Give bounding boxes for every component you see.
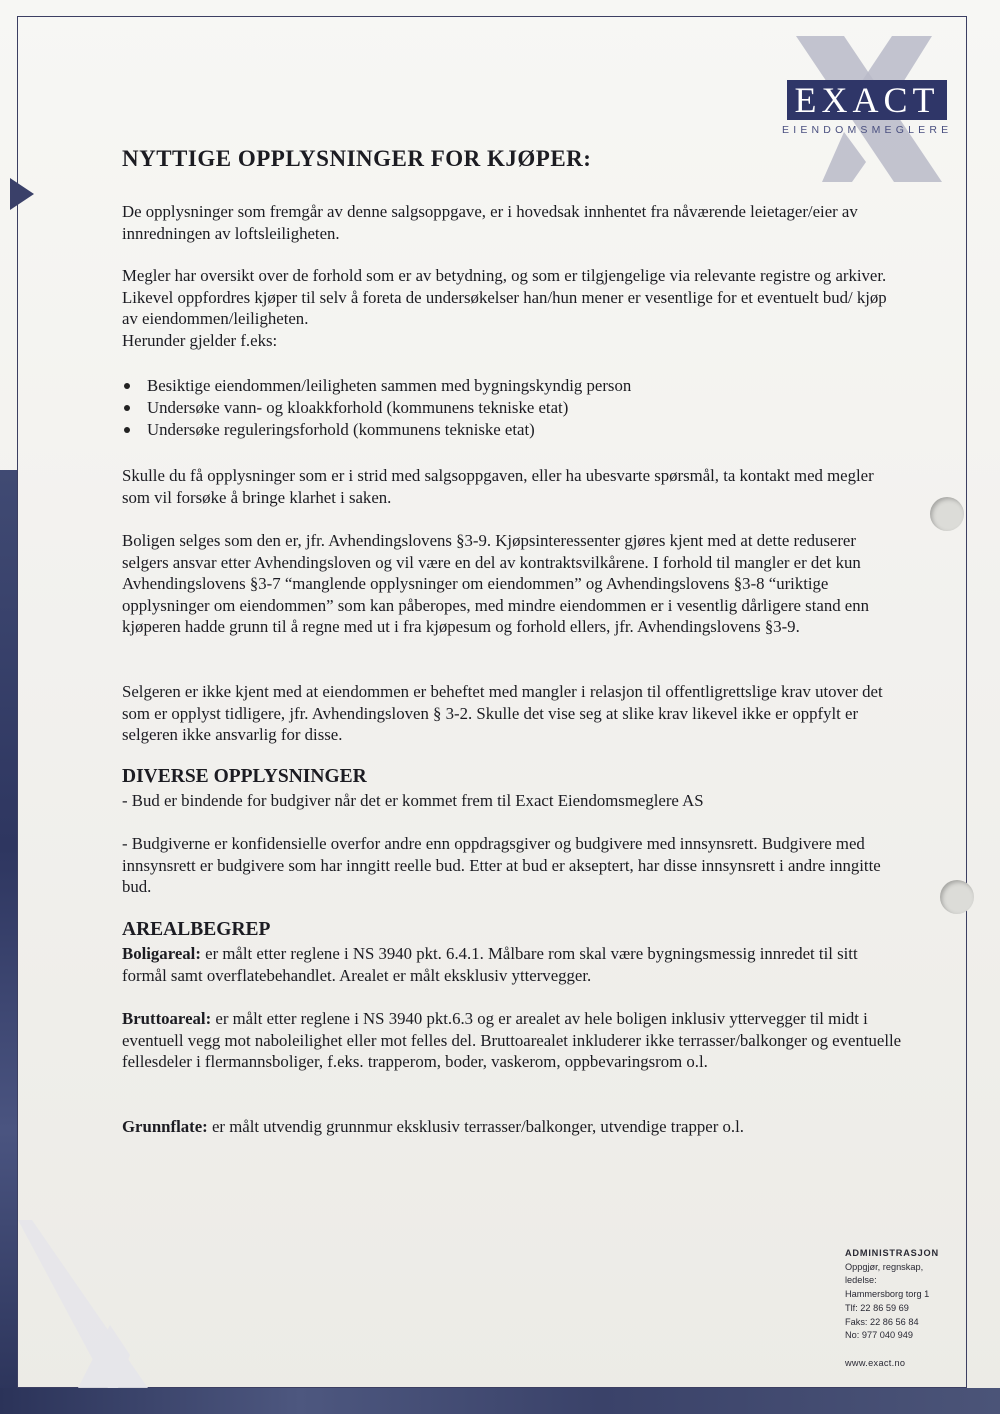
bid-binding-line: - Bud er bindende for budgiver når det er kommet frem til Exact Eiendomsmeglere AS: [122, 791, 704, 810]
admin-line: Oppgjør, regnskap,: [845, 1261, 924, 1272]
admin-fax: Faks: 22 86 56 84: [845, 1316, 919, 1327]
page-title: NYTTIGE OPPLYSNINGER FOR KJØPER:: [122, 146, 592, 171]
grunnflate-term: Grunnflate:: [122, 1117, 208, 1136]
law-paragraph: Boligen selges som den er, jfr. Avhendingslovens §3-9. Kjøpsinteressenter gjøres kjent med at dette reduserer selgers ansvar etter Avhendingsloven og vil være en del av kontraktsvilkårene. I forhold til mangler er det kun Avhendingslovens §3-7 “manglende opplysninger om eiendommen” og Avhendingslovens §3-8 “uriktige opplysninger om eiendommen” som kan påberopes, med mindre eiendommen er i vesentlig dårligere stand enn kjøperen hadde grunn til å regne med ut i fra kjøpesum og forhold ellers, jfr. Avhendingslovens §3-9.: [122, 531, 870, 637]
admin-title: ADMINISTRASJON: [845, 1248, 939, 1258]
list-item: Undersøke reguleringsforhold (kommunens tekniske etat): [122, 419, 631, 441]
bid-confidential-paragraph: - Budgiverne er konfidensielle overfor andre enn oppdragsgiver og budgivere med innsynsrett. Budgivere med innsynsrett er budgivere som har inngitt reelle bud. Etter at bud er akseptert, har disse innsynsrett i andre inngitte bud.: [122, 834, 881, 897]
boligareal-paragraph: [122, 943, 904, 986]
boligareal-term: Boligareal:: [122, 944, 201, 963]
seller-paragraph: Selgeren er ikke kjent med at eiendommen er beheftet med mangler i relasjon til offentligrettslige krav utover det som er opplyst tidligere, jfr. Avhendingsloven § 3-2. Skulle det vise seg at slike krav likevel ikke er oppfylt er selgeren ikke ansvarlig for disse.: [122, 682, 883, 745]
exact-logo: [782, 36, 952, 182]
logo-tagline: EIENDOMSMEGLERE: [782, 124, 953, 136]
areal-heading: AREALBEGREP: [122, 919, 271, 940]
bruttoareal-text: er målt etter reglene i NS 3940 pkt.6.3 og er arealet av hele boligen inklusiv yttervegger til midt i eventuell vegg mot naboleilighet eller mot felles del. Bruttoarealet inkluderer ikke terrasser/balkonger og eventuelle fellesdeler i flermannsboliger, f.eks. trapperom, boder, vaskerom, oppbevaringsrom o.l.: [122, 1009, 902, 1072]
contact-paragraph: Skulle du få opplysninger som er i strid med salgsoppgaven, eller ha ubesvarte spørsmål, ta kontakt med megler som vil forsøke å bringe klarhet i saken.: [122, 466, 874, 507]
diverse-heading: DIVERSE OPPLYSNINGER: [122, 766, 367, 787]
punch-hole: [940, 880, 974, 914]
logo-wordmark: EXACT: [787, 80, 947, 120]
bruttoareal-term: Bruttoareal:: [122, 1009, 212, 1028]
intro-paragraph: De opplysninger som fremgår av denne salgsoppgave, er i hovedsak innhentet fra nåværende leietager/eier av innredningen av loftsleiligheten.: [122, 202, 858, 243]
admin-phone: Tlf: 22 86 59 69: [845, 1302, 909, 1313]
arrow-marker-icon: [10, 178, 34, 210]
admin-line: ledelse:: [845, 1275, 877, 1286]
admin-address: Hammersborg torg 1: [845, 1289, 930, 1300]
admin-contact-block: [845, 1247, 965, 1368]
grunnflate-text: er målt utvendig grunnmur eksklusiv terrasser/balkonger, utvendige trapper o.l.: [207, 1117, 744, 1136]
boligareal-text: er målt etter reglene i NS 3940 pkt. 6.4.1. Målbare rom skal være bygningsmessig innredet til sitt formål samt overflatebehandlet. Arealet er målt eksklusiv yttervegger.: [122, 944, 858, 985]
list-item: Undersøke vann- og kloakkforhold (kommunens tekniske etat): [122, 397, 631, 419]
examples-lead-in: Herunder gjelder f.eks:: [122, 331, 278, 350]
grunnflate-paragraph: [122, 1116, 904, 1138]
website-link[interactable]: www.exact.no: [845, 1358, 906, 1368]
checklist: [122, 375, 631, 441]
list-item: Besiktige eiendommen/leiligheten sammen med bygningskyndig person: [122, 375, 631, 397]
admin-org-number: No: 977 040 949: [845, 1330, 913, 1341]
broker-overview-paragraph: Megler har oversikt over de forhold som er av betydning, og som er tilgjengelige via relevante registre og arkiver. Likevel oppfordres kjøper til selv å foreta de undersøkelser han/hun mener er vesentlige for et eventuelt bud/ kjøp av eiendommen/leiligheten.: [122, 266, 887, 329]
corner-x-graphic-icon: [18, 1220, 148, 1388]
bottom-photo-strip: [0, 1388, 1000, 1414]
side-photo-strip: [0, 470, 17, 1414]
bruttoareal-paragraph: [122, 1008, 904, 1073]
punch-hole: [930, 497, 964, 531]
